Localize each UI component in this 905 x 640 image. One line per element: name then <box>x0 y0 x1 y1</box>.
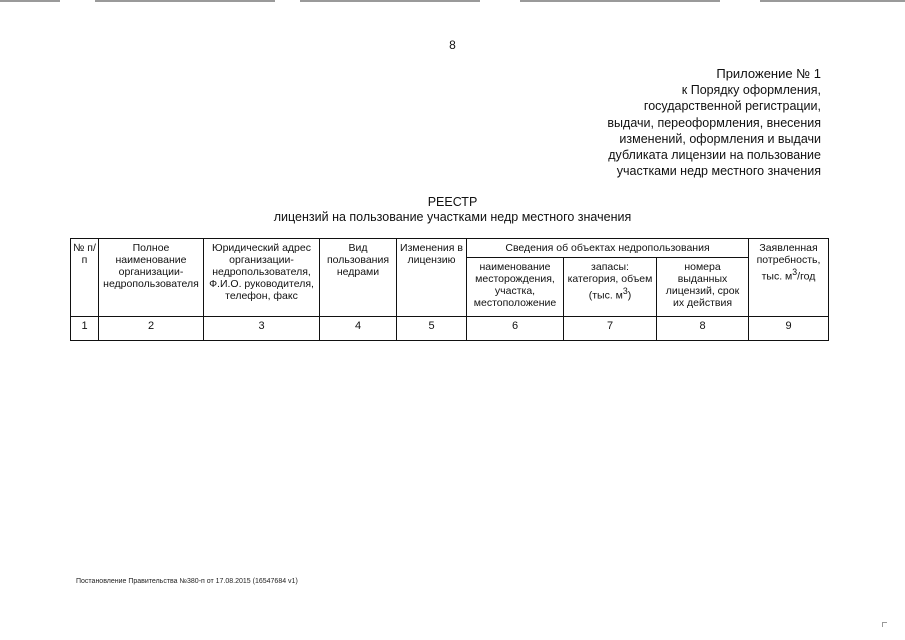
header-legal-address: Юридический адрес организации-недропользователя, Ф.И.О. руководителя, телефон, факс <box>204 239 320 317</box>
table-header-row <box>71 239 829 258</box>
header-declared-demand-text: Заявленная потребность, тыс. м <box>756 242 821 283</box>
subheader-reserves-close: ) <box>627 289 632 302</box>
scan-edge-line <box>0 0 60 2</box>
index-cell: 9 <box>749 317 829 341</box>
scan-edge-line <box>760 0 905 2</box>
scan-edge-line <box>95 0 275 2</box>
page-number: 8 <box>449 38 456 52</box>
appendix-line: выдачи, переоформления, внесения <box>607 115 821 130</box>
header-subsoil-objects: Сведения об объектах недропользования <box>467 239 749 258</box>
register-title: РЕЕСТР <box>427 195 478 209</box>
register-table <box>70 238 829 341</box>
appendix-line: изменений, оформления и выдачи <box>619 131 821 146</box>
header-organization-name: Полное наименование организации-недропользователя <box>99 239 204 317</box>
index-cell: 6 <box>467 317 564 341</box>
superscript-three: 3 <box>792 267 798 277</box>
subheader-license-numbers: номера выданных лицензий, срок их действия <box>657 258 749 317</box>
superscript-three: 3 <box>622 286 628 296</box>
appendix-line: к Порядку оформления, <box>681 83 821 98</box>
index-cell: 7 <box>564 317 657 341</box>
scan-edge-line <box>520 0 720 2</box>
appendix-line: участками недр местного значения <box>616 164 821 179</box>
scan-corner-mark <box>882 622 887 627</box>
subheader-deposit-name: наименование месторождения, участка, местоположение <box>467 258 564 317</box>
index-cell: 5 <box>397 317 467 341</box>
header-usage-type: Вид пользования недрами <box>320 239 397 317</box>
appendix-line: дубликата лицензии на пользование <box>608 148 821 163</box>
appendix-header <box>607 66 821 179</box>
header-declared-demand-unit: /год <box>797 270 816 283</box>
header-declared-demand <box>749 239 829 317</box>
index-cell: 1 <box>71 317 99 341</box>
index-cell: 3 <box>204 317 320 341</box>
register-subtitle: лицензий на пользование участками недр местного значения <box>273 210 632 224</box>
header-license-changes: Изменения в лицензию <box>397 239 467 317</box>
index-cell: 4 <box>320 317 397 341</box>
subheader-reserves-text: запасы: категория, объем (тыс. м <box>567 261 653 302</box>
appendix-line: государственной регистрации, <box>643 99 821 114</box>
header-number: № п/п <box>71 239 99 317</box>
footer-document-reference: Постановление Правительства №380-п от 17.08.2015 (16547684 v1) <box>76 578 298 585</box>
index-cell: 2 <box>99 317 204 341</box>
index-cell: 8 <box>657 317 749 341</box>
appendix-title: Приложение № 1 <box>716 66 821 81</box>
register-heading <box>0 195 905 225</box>
table-index-row <box>71 317 829 341</box>
scan-edge-line <box>300 0 480 2</box>
subheader-reserves <box>564 258 657 317</box>
